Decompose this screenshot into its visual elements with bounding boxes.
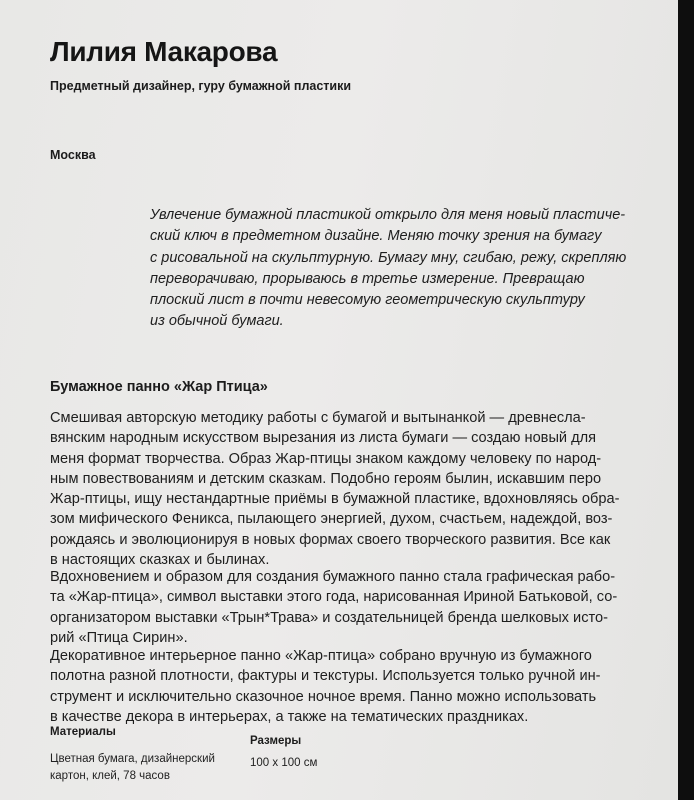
quote-line: Увлечение бумажной пластикой открыло для меня новый пластиче- (150, 207, 626, 223)
text-line: та «Жар-птица», символ выставки этого года, нарисованная Ириной Батьковой, со- (50, 589, 618, 606)
artist-name: Лилия Макарова (50, 36, 278, 67)
text-line: полотна разной плотности, фактуры и текстуры. Используется только ручной ин- (50, 668, 601, 685)
materials-line: картон, клей, 78 часов (50, 770, 170, 782)
text-line: в настоящих сказках и былинах. (50, 552, 270, 569)
artist-city: Москва (50, 148, 96, 162)
text-line: рий «Птица Сирин». (50, 629, 188, 646)
text-line: вянским народным искусством вырезания из листа бумаги — создаю новый для (50, 430, 597, 447)
text-line: ным повествованиям и детским сказкам. Подобно героям былин, искавшим перо (50, 470, 602, 487)
materials-value (50, 751, 215, 785)
text-line: Декоративное интерьерное панно «Жар-птица» собрано вручную из бумажного (50, 648, 592, 664)
quote-line: переворачиваю, прорываюсь в третье измерение. Превращаю (150, 270, 585, 287)
description-paragraph-2 (50, 567, 678, 648)
text-line: струмент и исключительно сказочное ночное время. Панно можно использовать (50, 688, 597, 705)
quote-line: с рисовальной на скульптурную. Бумагу мну, сгибаю, режу, скрепляю (150, 249, 627, 266)
quote-line: плоский лист в почти невесомую геометрическую скульптуру (150, 292, 585, 309)
sizes-label: Размеры (250, 735, 302, 747)
wall-edge (678, 0, 694, 800)
sizes-value: 100 x 100 см (250, 757, 318, 769)
description-paragraph-3 (50, 646, 678, 727)
artist-quote (150, 205, 670, 333)
text-line: меня формат творчества. Образ Жар-птицы знаком каждому человеку по народ- (50, 450, 602, 467)
quote-line: из обычной бумаги. (150, 313, 284, 330)
materials-label: Материалы (50, 726, 116, 738)
text-line: Смешивая авторскую методику работы с бумагой и вытынанкой — древнесла- (50, 410, 586, 426)
text-line: Жар-птицы, ищу нестандартные приёмы в бумажной пластике, вдохновляясь обра- (50, 491, 620, 508)
text-line: в качестве декора в интерьерах, а также на тематических праздниках. (50, 708, 529, 725)
materials-line: Цветная бумага, дизайнерский (50, 753, 215, 765)
text-line: организатором выставки «Трын*Трава» и создательницей бренда шелковых исто- (50, 609, 608, 626)
text-line: рождаясь и эволюционируя в новых формах своего творческого развития. Все как (50, 531, 611, 548)
description-paragraph-1 (50, 408, 678, 570)
work-title: Бумажное панно «Жар Птица» (50, 379, 268, 395)
quote-line: ский ключ в предметном дизайне. Меняю точку зрения на бумагу (150, 228, 602, 245)
text-line: Вдохновением и образом для создания бумажного панно стала графическая рабо- (50, 569, 616, 585)
text-line: зом мифического Феникса, пылающего энергией, духом, счастьем, надеждой, воз- (50, 511, 613, 528)
artist-title: Предметный дизайнер, гуру бумажной пластики (50, 79, 352, 93)
